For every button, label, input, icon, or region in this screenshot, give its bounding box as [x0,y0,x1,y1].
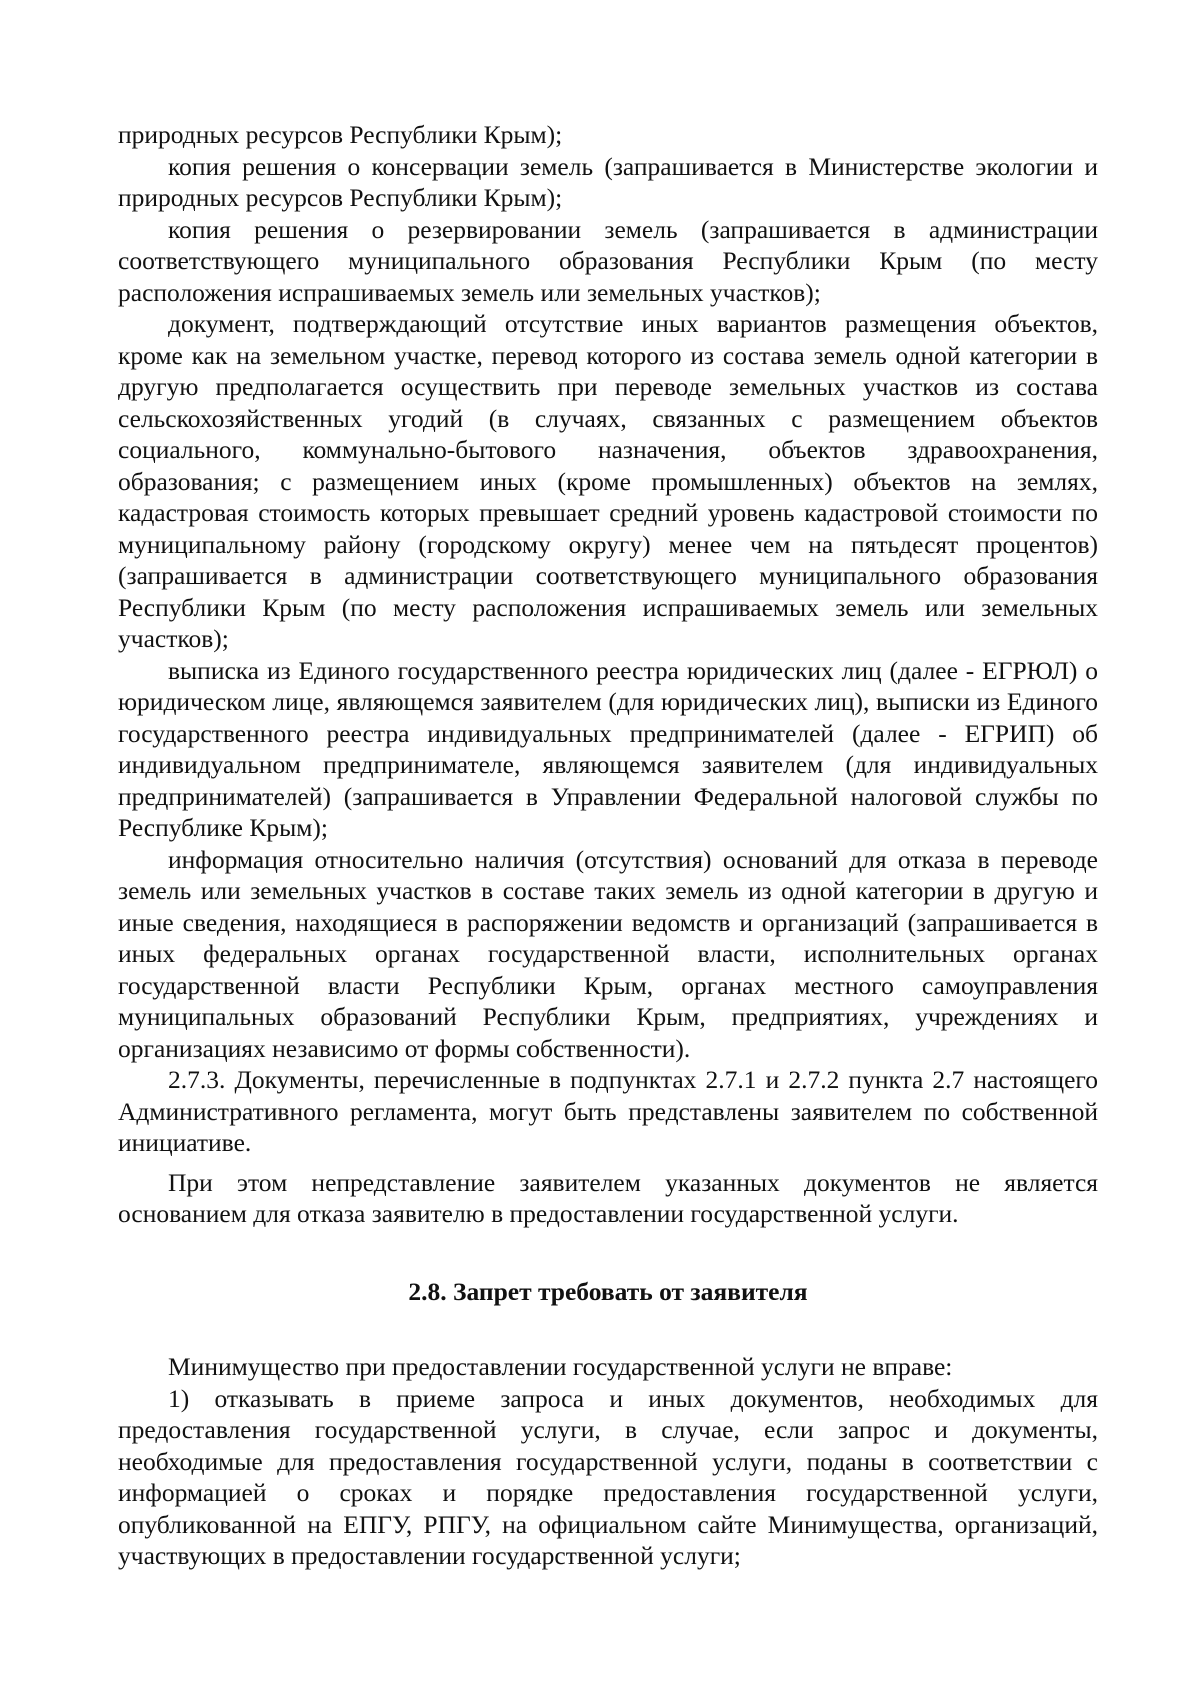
paragraph: информация относительно наличия (отсутствия) оснований для отказа в переводе земель или земельных участков в составе таких земель из одной категории в другую и иные сведения, находящиеся в распоряжении ведомств и организаций (запрашивается в иных федеральных органах государственной власти, исполнительных органах государственной власти Республики Крым, органах местного самоуправления муниципальных образований Республики Крым, предприятиях, учреждениях и организациях независимо от формы собственности). [118,844,1098,1063]
paragraph: 2.7.3. Документы, перечисленные в подпунктах 2.7.1 и 2.7.2 пункта 2.7 настоящего Административного регламента, могут быть представлены заявителем по собственной инициативе. [118,1065,1098,1157]
paragraph: выписка из Единого государственного реестра юридических лиц (далее - ЕГРЮЛ) о юридическом лице, являющемся заявителем (для юридических лиц), выписки из Единого государственного реестра индивидуальных предпринимателей (далее - ЕГРИП) об индивидуальном предпринимателе, являющемся заявителем (для индивидуальных предпринимателей) (запрашивается в Управлении Федеральной налоговой службы по Республике Крым); [118,655,1098,842]
paragraph: природных ресурсов Республики Крым); [118,120,563,149]
paragraph: 1) отказывать в приеме запроса и иных документов, необходимых для предоставления государственной услуги, в случае, если запрос и документы, необходимые для предоставления государственной услуги, поданы в соответствии с информацией о сроках и порядке предоставления государственной услуги, опубликованной на ЕПГУ, РПГУ, на официальном сайте Минимущества, организаций, участвующих в предоставлении государственной услуги; [118,1383,1098,1570]
document-body [118,119,1098,1572]
paragraph: документ, подтверждающий отсутствие иных вариантов размещения объектов, кроме как на земельном участке, перевод которого из состава земель одной категории в другую предполагается осуществить при переводе земельных участков из состава сельскохозяйственных угодий (в случаях, связанных с размещением объектов социального, коммунально-бытового назначения, объектов здравоохранения, образования; с размещением иных (кроме промышленных) объектов на землях, кадастровая стоимость которых превышает средний уровень кадастровой стоимости по муниципальному району (городскому округу) менее чем на пятьдесят процентов) (запрашивается в администрации соответствующего муниципального образования Республики Крым (по месту расположения испрашиваемых земель или земельных участков); [118,309,1098,653]
section-heading: 2.8. Запрет требовать от заявителя [408,1276,808,1306]
paragraph: копия решения о консервации земель (запрашивается в Министерстве экологии и природных ресурсов Республики Крым); [118,151,1098,212]
paragraph: Минимущество при предоставлении государственной услуги не вправе: [168,1352,953,1381]
paragraph: копия решения о резервировании земель (запрашивается в администрации соответствующего муниципального образования Республики Крым (по месту расположения испрашиваемых земель или земельных участков); [118,214,1098,307]
paragraph: При этом непредставление заявителем указанных документов не является основанием для отказа заявителю в предоставлении государственной услуги. [118,1167,1098,1228]
